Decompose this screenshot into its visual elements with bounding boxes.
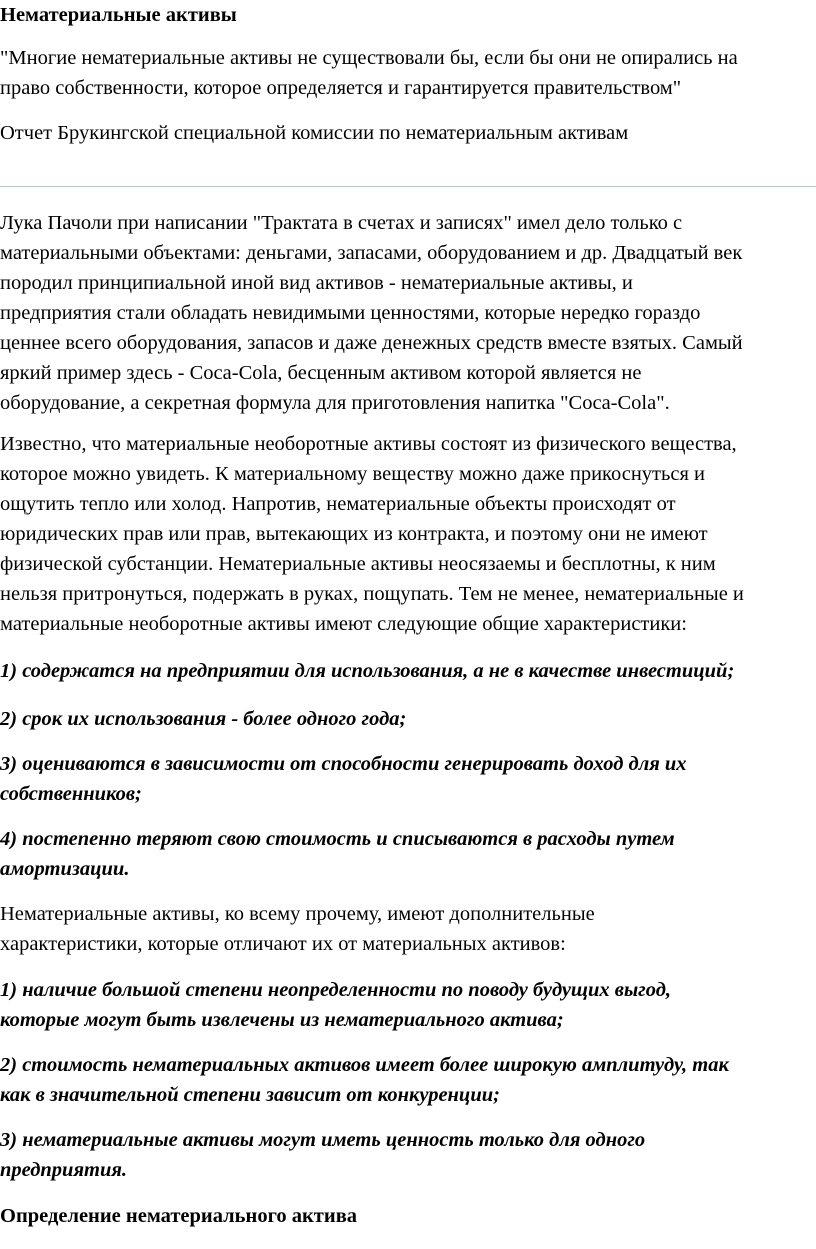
list-item-line: 3) оцениваются в зависимости от способности генерировать доход для их xyxy=(0,753,687,775)
section-heading xyxy=(0,1201,816,1231)
extra-characteristic-1 xyxy=(0,975,816,1035)
list-item-line: 2) стоимость нематериальных активов имеет более широкую амплитуду, так xyxy=(0,1054,729,1076)
list-item-line: 1) содержатся на предприятии для использования, а не в качестве инвестиций; xyxy=(0,660,735,682)
paragraph-line: ощутить тепло или холод. Напротив, нематериальные объекты происходят от xyxy=(0,493,676,515)
paragraph-line: материальные необоротные активы имеют следующие общие характеристики: xyxy=(0,613,687,635)
list-item-line: амортизации. xyxy=(0,858,130,880)
list-item-line: которые могут быть извлечены из нематериального актива; xyxy=(0,1009,564,1031)
common-characteristic-1 xyxy=(0,656,816,686)
list-item-line: предприятия. xyxy=(0,1159,128,1181)
list-item-line: 3) нематериальные активы могут иметь ценность только для одного xyxy=(0,1129,646,1151)
paragraph-line: ценнее всего оборудования, запасов и даже денежных средств вместе взятых. Самый xyxy=(0,332,743,354)
paragraph-line: юридических прав или прав, вытекающих из контракта, и поэтому они не имеют xyxy=(0,523,708,545)
paragraph-line: Лука Пачоли при написании "Трактата в счетах и записях" имел дело только с xyxy=(0,212,683,234)
paragraph-line: оборудование, а секретная формула для приготовления напитка "Coca-Cola". xyxy=(0,392,670,414)
list-item-line: как в значительной степени зависит от конкуренции; xyxy=(0,1084,500,1106)
paragraph-line: Нематериальные активы, ко всему прочему, имеют дополнительные xyxy=(0,903,595,925)
paragraph-pacioli xyxy=(0,208,816,418)
paragraph-line: породил принципиальной иной вид активов - нематериальные активы, и xyxy=(0,272,633,294)
list-item-line: 1) наличие большой степени неопределенности по поводу будущих выгод, xyxy=(0,979,672,1001)
epigraph-source xyxy=(0,118,816,148)
common-characteristic-3 xyxy=(0,749,816,809)
list-item-line: 4) постепенно теряют свою стоимость и списываются в расходы путем xyxy=(0,828,675,850)
paragraph-line: которое можно увидеть. К материальному веществу можно даже прикоснуться и xyxy=(0,463,705,485)
epigraph-quote xyxy=(0,43,816,103)
paragraph-line: физической субстанции. Нематериальные активы неосязаемы и бесплотны, к ним xyxy=(0,553,716,575)
paragraph-tangible-vs-intangible xyxy=(0,429,816,639)
list-item-line: собственников; xyxy=(0,783,142,805)
paragraph-additional-characteristics xyxy=(0,899,816,959)
paragraph-line: Известно, что материальные необоротные активы состоят из физического вещества, xyxy=(0,433,737,455)
common-characteristic-2 xyxy=(0,704,816,734)
section-divider xyxy=(0,186,816,187)
extra-characteristic-3 xyxy=(0,1125,816,1185)
paragraph-line: нельзя притронуться, подержать в руках, пощупать. Тем не менее, нематериальные и xyxy=(0,583,744,605)
common-characteristic-4 xyxy=(0,824,816,884)
document-title xyxy=(0,0,816,30)
section-heading-text: Определение нематериального актива xyxy=(0,1205,358,1227)
paragraph-line: характеристики, которые отличают их от материальных активов: xyxy=(0,933,566,955)
extra-characteristic-2 xyxy=(0,1050,816,1110)
paragraph-line: материальными объектами: деньгами, запасами, оборудованием и др. Двадцатый век xyxy=(0,242,743,264)
paragraph-line: предприятия стали обладать невидимыми ценностями, которые нередко гораздо xyxy=(0,302,701,324)
epigraph-source-text: Отчет Брукингской специальной комиссии по нематериальным активам xyxy=(0,122,629,144)
epigraph-quote-line: право собственности, которое определяется и гарантируется правительством" xyxy=(0,77,682,99)
title-text: Нематериальные активы xyxy=(0,4,237,26)
epigraph-quote-line: "Многие нематериальные активы не существовали бы, если бы они не опирались на xyxy=(0,47,738,69)
paragraph-line: яркий пример здесь - Coca-Cola, бесценным активом которой является не xyxy=(0,362,642,384)
list-item-line: 2) срок их использования - более одного года; xyxy=(0,708,407,730)
